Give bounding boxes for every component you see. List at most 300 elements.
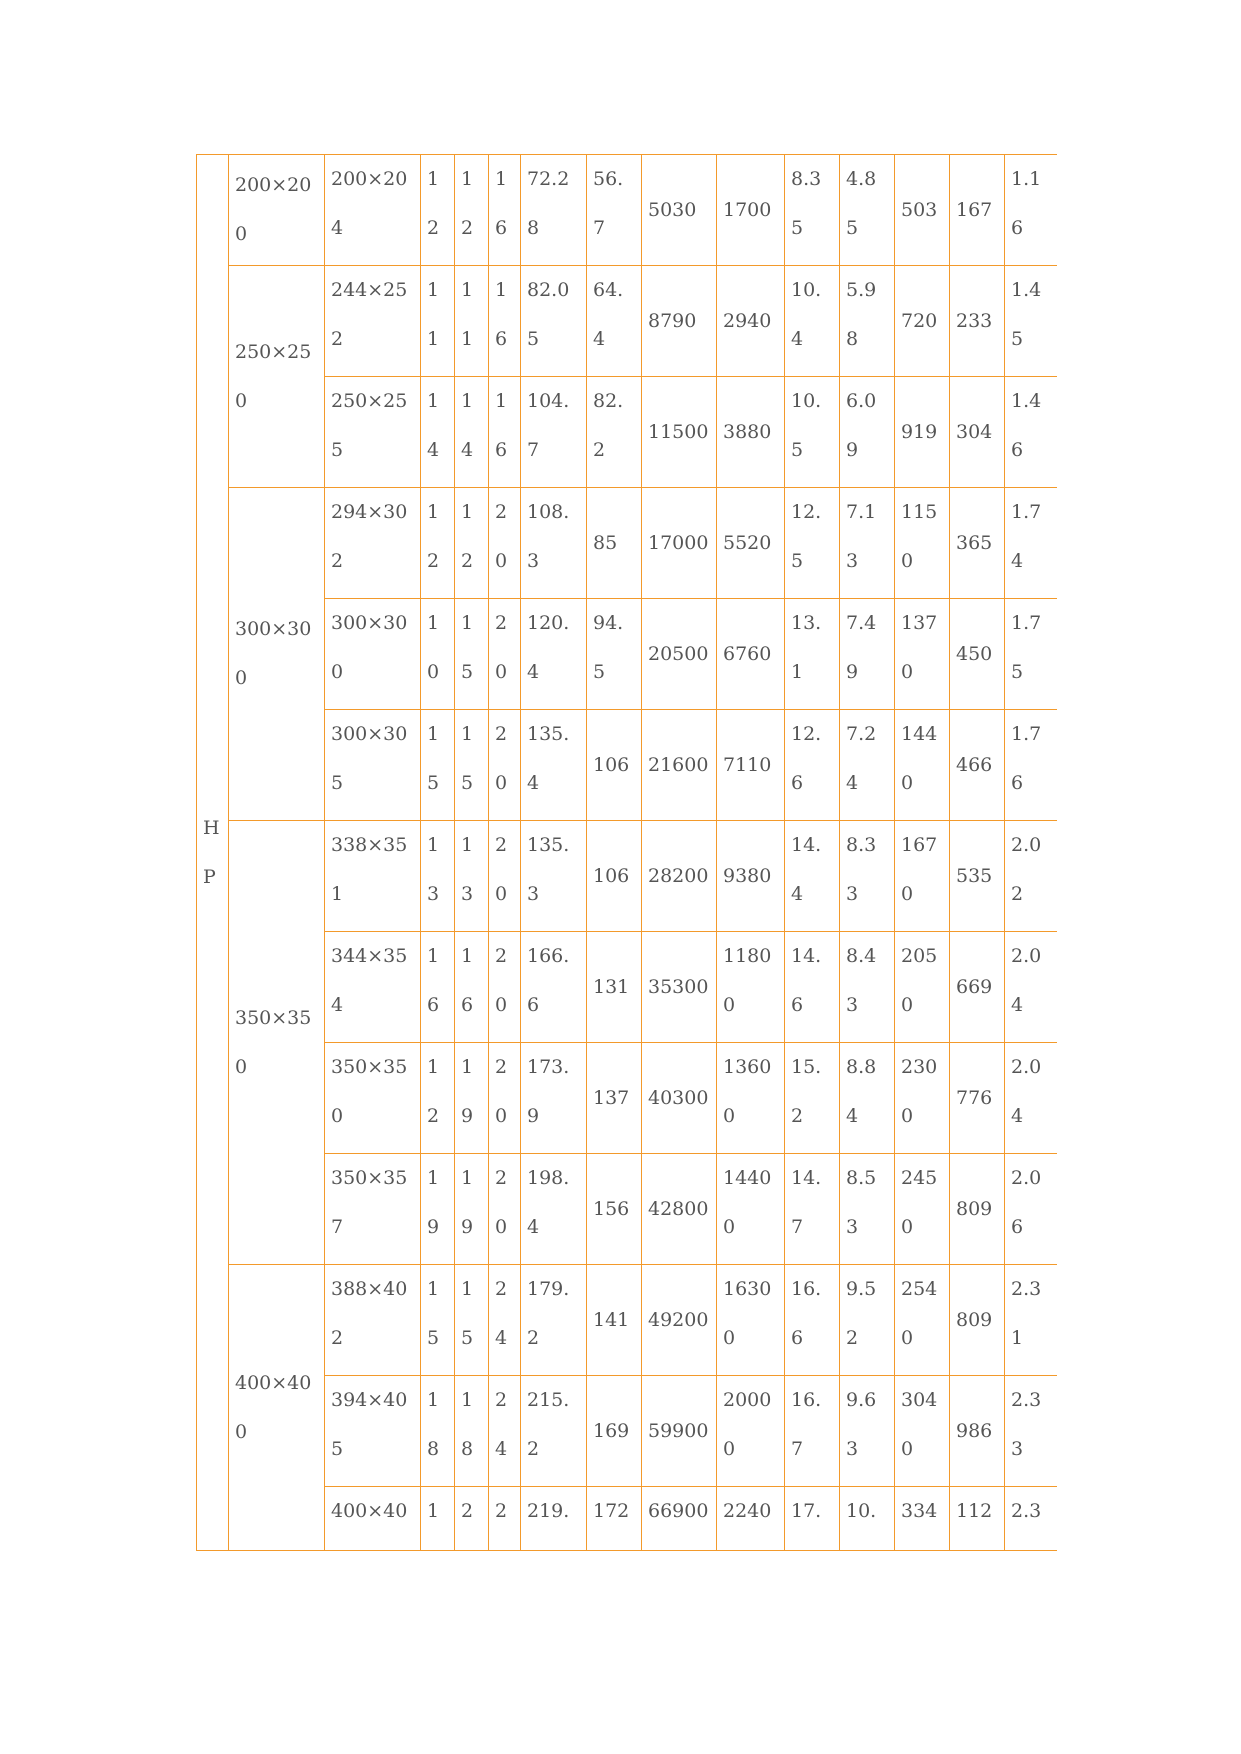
cell-value: 42800 xyxy=(648,1197,709,1220)
cell-value: 1440 0 xyxy=(723,1167,772,1238)
cell-value: 8.5 3 xyxy=(846,1167,877,1238)
cell-value: 9.5 2 xyxy=(846,1278,877,1349)
table-cell xyxy=(455,155,489,266)
table-cell xyxy=(489,488,521,599)
table-row xyxy=(197,1487,1057,1551)
table-row xyxy=(197,1154,1057,1265)
cell-value: 365 xyxy=(956,531,993,554)
table-cell xyxy=(489,377,521,488)
cell-value: 1 3 xyxy=(427,834,440,905)
table-cell xyxy=(521,710,587,821)
table-cell xyxy=(785,821,840,932)
cell-value: 66900 xyxy=(648,1500,709,1522)
cell-value: 1180 0 xyxy=(723,945,772,1016)
cell-value: 12. 5 xyxy=(791,501,822,572)
table-cell xyxy=(642,1043,717,1154)
cell-value: 17000 xyxy=(648,531,709,554)
table-cell xyxy=(325,266,421,377)
table-cell xyxy=(950,932,1005,1043)
cell-value: 300×30 5 xyxy=(331,723,408,794)
cell-value: 2240 xyxy=(723,1500,772,1522)
cell-value: 2 0 xyxy=(495,945,508,1016)
cell-value: 10. 5 xyxy=(791,390,822,461)
table-cell xyxy=(421,821,455,932)
cell-value: 106 xyxy=(593,753,630,776)
table-cell xyxy=(455,488,489,599)
table-cell xyxy=(642,488,717,599)
cell-value: 1 6 xyxy=(495,168,508,239)
cell-value: 169 xyxy=(593,1419,630,1442)
table-row xyxy=(197,377,1057,488)
table-cell xyxy=(895,1043,950,1154)
cell-value: 1 0 xyxy=(427,612,440,683)
cell-value: 5030 xyxy=(648,198,697,221)
table-cell xyxy=(950,266,1005,377)
table-cell xyxy=(840,932,895,1043)
cell-value: 72.2 8 xyxy=(527,168,570,239)
cell-value: 6.0 9 xyxy=(846,390,877,461)
table-cell xyxy=(1005,710,1057,821)
table-cell xyxy=(895,932,950,1043)
cell-value: 2000 0 xyxy=(723,1389,772,1460)
nominal-size-cell xyxy=(229,1265,325,1551)
table-cell xyxy=(489,1487,521,1551)
cell-value: 8.8 4 xyxy=(846,1056,877,1127)
table-cell xyxy=(587,266,642,377)
table-cell xyxy=(717,1154,785,1265)
table-cell xyxy=(717,488,785,599)
cell-value: 28200 xyxy=(648,864,709,887)
table-cell xyxy=(521,155,587,266)
cell-value: 809 xyxy=(956,1308,993,1331)
cell-value: 13. 1 xyxy=(791,612,822,683)
table-cell xyxy=(1005,932,1057,1043)
cell-value: 10. xyxy=(846,1500,877,1522)
cell-value: 1 9 xyxy=(427,1167,440,1238)
cell-value: 669 xyxy=(956,975,993,998)
cell-value: 1.4 5 xyxy=(1011,279,1042,350)
table-cell xyxy=(325,1043,421,1154)
table-cell xyxy=(325,1154,421,1265)
table-row xyxy=(197,932,1057,1043)
table-cell xyxy=(895,155,950,266)
cell-value: 82.0 5 xyxy=(527,279,570,350)
cell-value: 82. 2 xyxy=(593,390,624,461)
table-cell xyxy=(421,266,455,377)
table-cell xyxy=(587,377,642,488)
cell-value: 108. 3 xyxy=(527,501,570,572)
cell-value: 2 0 xyxy=(495,723,508,794)
cell-value: 776 xyxy=(956,1086,993,1109)
table-cell xyxy=(785,1043,840,1154)
cell-value: 254 0 xyxy=(901,1278,938,1349)
table-cell xyxy=(455,1265,489,1376)
table-cell xyxy=(1005,1043,1057,1154)
cell-value: 535 xyxy=(956,864,993,887)
cell-value: 720 xyxy=(901,309,938,332)
table-cell xyxy=(1005,488,1057,599)
cell-value: 35300 xyxy=(648,975,709,998)
nominal-size: 300×30 0 xyxy=(235,618,312,689)
table-cell xyxy=(455,821,489,932)
table-cell xyxy=(895,266,950,377)
table-cell xyxy=(521,1376,587,1487)
cell-value: 135. 3 xyxy=(527,834,570,905)
table-cell xyxy=(421,1154,455,1265)
cell-value: 344×35 4 xyxy=(331,945,408,1016)
table-cell xyxy=(587,710,642,821)
table-cell xyxy=(521,1265,587,1376)
cell-value: 6760 xyxy=(723,642,772,665)
table-cell xyxy=(489,932,521,1043)
cell-value: 1.7 4 xyxy=(1011,501,1042,572)
cell-value: 1 xyxy=(427,1500,440,1522)
table-row xyxy=(197,155,1057,266)
table-cell xyxy=(895,1487,950,1551)
cell-value: 2.3 xyxy=(1011,1500,1042,1522)
table-cell xyxy=(950,599,1005,710)
cell-value: 1 2 xyxy=(427,168,440,239)
cell-value: 1 5 xyxy=(461,1278,474,1349)
cell-value: 2 4 xyxy=(495,1278,508,1349)
cell-value: 304 0 xyxy=(901,1389,938,1460)
cell-value: 12. 6 xyxy=(791,723,822,794)
table-cell xyxy=(421,155,455,266)
cell-value: 9380 xyxy=(723,864,772,887)
table-cell xyxy=(840,1043,895,1154)
table-cell xyxy=(785,1487,840,1551)
table-row xyxy=(197,488,1057,599)
cell-value: 200×20 4 xyxy=(331,168,408,239)
table-cell xyxy=(1005,1265,1057,1376)
cell-value: 115 0 xyxy=(901,501,938,572)
table-cell xyxy=(840,821,895,932)
table-cell xyxy=(1005,1487,1057,1551)
table-cell xyxy=(1005,155,1057,266)
table-cell xyxy=(950,821,1005,932)
table-cell xyxy=(717,821,785,932)
table-cell xyxy=(895,377,950,488)
table-cell xyxy=(642,932,717,1043)
table-cell xyxy=(489,599,521,710)
table-cell xyxy=(642,266,717,377)
table-cell xyxy=(785,1154,840,1265)
cell-value: 215. 2 xyxy=(527,1389,570,1460)
cell-value: 59900 xyxy=(648,1419,709,1442)
cell-value: 1 6 xyxy=(495,390,508,461)
cell-value: 503 xyxy=(901,198,938,221)
table-cell xyxy=(1005,599,1057,710)
cell-value: 394×40 5 xyxy=(331,1389,408,1460)
cell-value: 21600 xyxy=(648,753,709,776)
cell-value: 7.2 4 xyxy=(846,723,877,794)
cell-value: 7.4 9 xyxy=(846,612,877,683)
cell-value: 94. 5 xyxy=(593,612,624,683)
table-cell xyxy=(521,488,587,599)
table-cell xyxy=(325,1487,421,1551)
table-cell xyxy=(717,155,785,266)
table-cell xyxy=(717,266,785,377)
table-cell xyxy=(950,1376,1005,1487)
cell-value: 1.7 6 xyxy=(1011,723,1042,794)
nominal-size: 400×40 0 xyxy=(235,1371,312,1443)
cell-value: 137 0 xyxy=(901,612,938,683)
table-cell xyxy=(950,1487,1005,1551)
table-cell xyxy=(421,932,455,1043)
table-cell xyxy=(895,488,950,599)
table-cell xyxy=(717,1376,785,1487)
cell-value: 245 0 xyxy=(901,1167,938,1238)
table-cell xyxy=(717,599,785,710)
table-cell xyxy=(455,1043,489,1154)
table-cell xyxy=(325,932,421,1043)
cell-value: 2 0 xyxy=(495,501,508,572)
cell-value: 2940 xyxy=(723,309,772,332)
table-row xyxy=(197,1265,1057,1376)
table-cell xyxy=(489,1043,521,1154)
cell-value: 986 xyxy=(956,1419,993,1442)
table-cell xyxy=(785,599,840,710)
table-cell xyxy=(489,1265,521,1376)
nominal-size: 350×35 0 xyxy=(235,1006,312,1078)
cell-value: 7110 xyxy=(723,753,772,776)
table-cell xyxy=(489,821,521,932)
cell-value: 1 8 xyxy=(461,1389,474,1460)
table-row xyxy=(197,1376,1057,1487)
table-cell xyxy=(895,1265,950,1376)
cell-value: 1 6 xyxy=(495,279,508,350)
cell-value: 304 xyxy=(956,420,993,443)
table-cell xyxy=(642,1376,717,1487)
cell-value: 40300 xyxy=(648,1086,709,1109)
table-cell xyxy=(895,1376,950,1487)
table-cell xyxy=(785,377,840,488)
cell-value: 1 1 xyxy=(427,279,440,350)
table-cell xyxy=(587,488,642,599)
cell-value: 106 xyxy=(593,864,630,887)
table-cell xyxy=(950,488,1005,599)
cell-value: 466 xyxy=(956,753,993,776)
cell-value: 350×35 0 xyxy=(331,1056,408,1127)
cell-value: 49200 xyxy=(648,1308,709,1331)
nominal-size-cell xyxy=(229,821,325,1265)
cell-value: 250×25 5 xyxy=(331,390,408,461)
table-cell xyxy=(895,1154,950,1265)
table-cell xyxy=(642,821,717,932)
table-cell xyxy=(840,1154,895,1265)
cell-value: 167 xyxy=(956,198,993,221)
table-cell xyxy=(587,1043,642,1154)
cell-value: 11500 xyxy=(648,420,709,443)
table-cell xyxy=(325,821,421,932)
nominal-size-cell xyxy=(229,488,325,821)
cell-value: 4.8 5 xyxy=(846,168,877,239)
table-cell xyxy=(521,266,587,377)
cell-value: 5520 xyxy=(723,531,772,554)
cell-value: 167 0 xyxy=(901,834,938,905)
cell-value: 1 6 xyxy=(461,945,474,1016)
cell-value: 219. xyxy=(527,1500,570,1522)
table-cell xyxy=(1005,1376,1057,1487)
cell-value: 17. xyxy=(791,1500,822,1522)
table-row xyxy=(197,599,1057,710)
nominal-size-cell xyxy=(229,155,325,266)
table-cell xyxy=(587,1154,642,1265)
table-cell xyxy=(717,1487,785,1551)
table-cell xyxy=(785,932,840,1043)
table-cell xyxy=(489,710,521,821)
cell-value: 20500 xyxy=(648,642,709,665)
type-cell xyxy=(197,155,229,1551)
cell-value: 1 2 xyxy=(461,501,474,572)
table-cell xyxy=(455,266,489,377)
table-cell xyxy=(642,1487,717,1551)
table-cell xyxy=(587,1487,642,1551)
nominal-size-cell xyxy=(229,266,325,488)
cell-value: 2 0 xyxy=(495,612,508,683)
table-cell xyxy=(587,155,642,266)
table-cell xyxy=(642,155,717,266)
cell-value: 1 5 xyxy=(461,723,474,794)
table-cell xyxy=(1005,377,1057,488)
table-row xyxy=(197,710,1057,821)
table-cell xyxy=(785,488,840,599)
table-cell xyxy=(587,1265,642,1376)
table-cell xyxy=(717,1043,785,1154)
table-cell xyxy=(455,932,489,1043)
table-cell xyxy=(840,599,895,710)
table-cell xyxy=(950,155,1005,266)
cell-value: 2 0 xyxy=(495,1056,508,1127)
table-cell xyxy=(840,1487,895,1551)
cell-value: 1 9 xyxy=(461,1167,474,1238)
table-cell xyxy=(521,1043,587,1154)
cell-value: 14. 6 xyxy=(791,945,822,1016)
table-cell xyxy=(785,1376,840,1487)
cell-value: 14. 4 xyxy=(791,834,822,905)
table-cell xyxy=(1005,1154,1057,1265)
cell-value: 1 8 xyxy=(427,1389,440,1460)
spec-table xyxy=(196,154,1057,1551)
cell-value: 2 4 xyxy=(495,1389,508,1460)
table-cell xyxy=(717,377,785,488)
table-cell xyxy=(717,710,785,821)
cell-value: 1 5 xyxy=(427,1278,440,1349)
table-cell xyxy=(717,1265,785,1376)
table-cell xyxy=(895,821,950,932)
cell-value: 1.4 6 xyxy=(1011,390,1042,461)
table-cell xyxy=(325,599,421,710)
cell-value: 2.3 3 xyxy=(1011,1389,1042,1460)
cell-value: 2.0 2 xyxy=(1011,834,1042,905)
table-cell xyxy=(521,377,587,488)
nominal-size: 250×25 0 xyxy=(235,340,312,412)
table-cell xyxy=(421,1265,455,1376)
table-cell xyxy=(587,821,642,932)
table-cell xyxy=(421,599,455,710)
table-cell xyxy=(950,1154,1005,1265)
table-cell xyxy=(840,1265,895,1376)
nominal-size: 200×20 0 xyxy=(235,174,312,245)
table-cell xyxy=(717,932,785,1043)
table-cell xyxy=(489,155,521,266)
table-cell xyxy=(785,1265,840,1376)
cell-value: 179. 2 xyxy=(527,1278,570,1349)
table-cell xyxy=(950,1265,1005,1376)
cell-value: 131 xyxy=(593,975,630,998)
cell-value: 5.9 8 xyxy=(846,279,877,350)
cell-value: 388×40 2 xyxy=(331,1278,408,1349)
table-cell xyxy=(325,377,421,488)
table-cell xyxy=(521,1487,587,1551)
table-cell xyxy=(587,599,642,710)
cell-value: 400×40 xyxy=(331,1500,408,1522)
table-cell xyxy=(642,710,717,821)
cell-value: 173. 9 xyxy=(527,1056,570,1127)
table-cell xyxy=(587,932,642,1043)
cell-value: 244×25 2 xyxy=(331,279,408,350)
cell-value: 2 xyxy=(495,1500,508,1522)
cell-value: 85 xyxy=(593,531,618,554)
cell-value: 166. 6 xyxy=(527,945,570,1016)
table-cell xyxy=(840,1376,895,1487)
cell-value: 334 xyxy=(901,1500,938,1522)
table-cell xyxy=(950,710,1005,821)
table-cell xyxy=(325,1265,421,1376)
cell-value: 198. 4 xyxy=(527,1167,570,1238)
table-cell xyxy=(489,1154,521,1265)
cell-value: 919 xyxy=(901,420,938,443)
table-cell xyxy=(785,155,840,266)
table-row xyxy=(197,1043,1057,1154)
cell-value: 1360 0 xyxy=(723,1056,772,1127)
table-cell xyxy=(840,266,895,377)
cell-value: 1630 0 xyxy=(723,1278,772,1349)
table-cell xyxy=(489,1376,521,1487)
cell-value: 3880 xyxy=(723,420,772,443)
cell-value: 1 2 xyxy=(427,1056,440,1127)
table-cell xyxy=(642,1265,717,1376)
type-label: H P xyxy=(203,816,220,888)
table-cell xyxy=(521,1154,587,1265)
table-cell xyxy=(840,710,895,821)
cell-value: 233 xyxy=(956,309,993,332)
cell-value: 205 0 xyxy=(901,945,938,1016)
cell-value: 16. 7 xyxy=(791,1389,822,1460)
cell-value: 7.1 3 xyxy=(846,501,877,572)
cell-value: 1 5 xyxy=(427,723,440,794)
table-cell xyxy=(950,377,1005,488)
cell-value: 809 xyxy=(956,1197,993,1220)
cell-value: 1 3 xyxy=(461,834,474,905)
table-cell xyxy=(840,155,895,266)
cell-value: 1 4 xyxy=(427,390,440,461)
table-cell xyxy=(325,710,421,821)
cell-value: 294×30 2 xyxy=(331,501,408,572)
cell-value: 338×35 1 xyxy=(331,834,408,905)
table-cell xyxy=(521,932,587,1043)
cell-value: 2 0 xyxy=(495,834,508,905)
table-cell xyxy=(1005,821,1057,932)
cell-value: 1 6 xyxy=(427,945,440,1016)
cell-value: 300×30 0 xyxy=(331,612,408,683)
cell-value: 10. 4 xyxy=(791,279,822,350)
table-cell xyxy=(455,377,489,488)
cell-value: 230 0 xyxy=(901,1056,938,1127)
cell-value: 15. 2 xyxy=(791,1056,822,1127)
cell-value: 1 9 xyxy=(461,1056,474,1127)
table-cell xyxy=(421,710,455,821)
